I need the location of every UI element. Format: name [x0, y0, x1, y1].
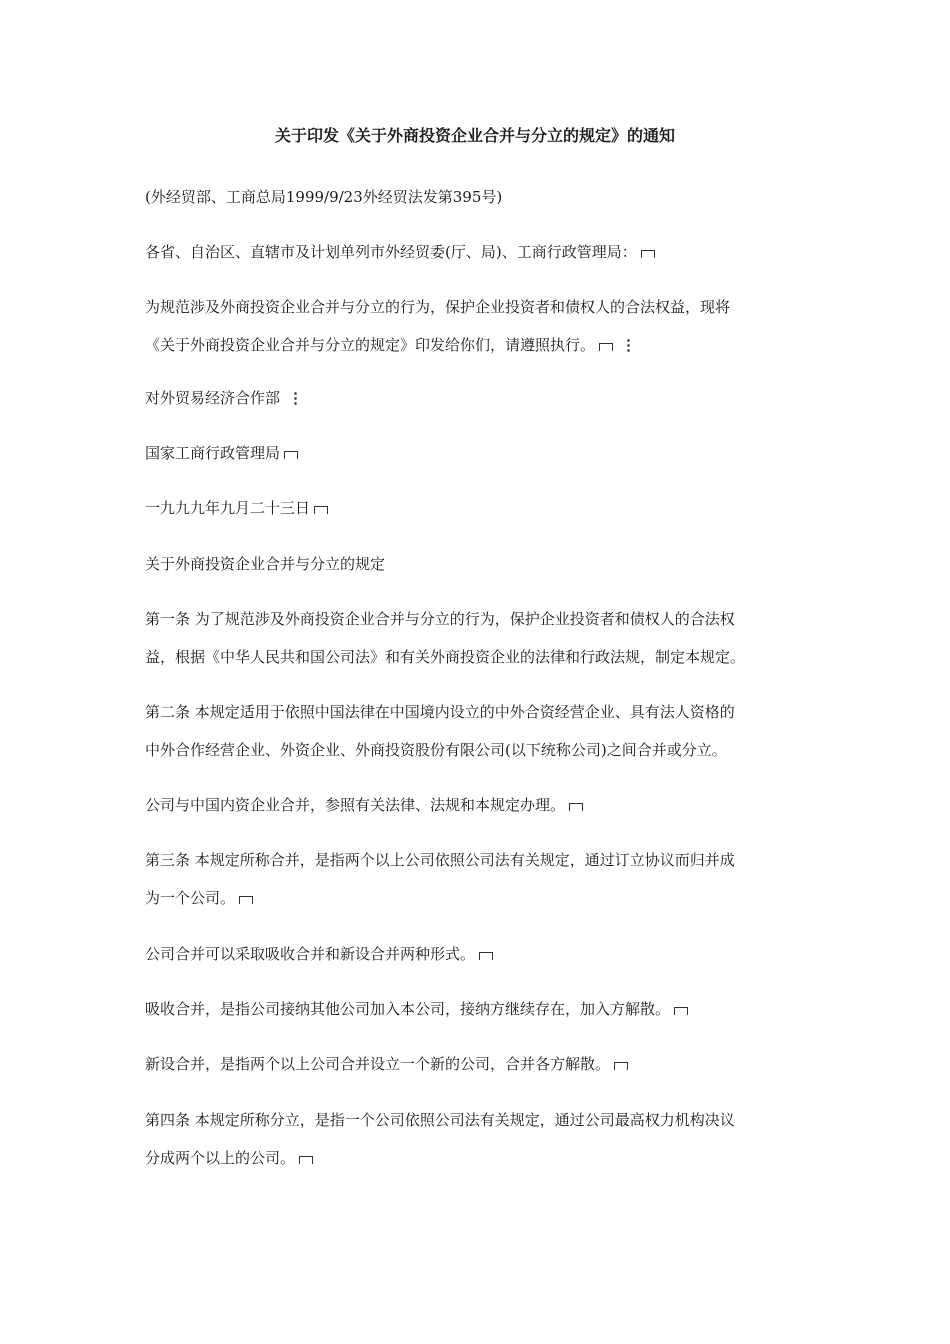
issuer-mofcom: 对外贸易经济合作部 ⋮	[145, 379, 810, 417]
paragraph-mark-icon	[614, 1062, 628, 1070]
paragraph-mark-icon	[284, 451, 298, 459]
article-3: 第三条 本规定所称合并，是指两个以上公司依照公司法有关规定，通过订立协议而归并成 为一个公司。	[145, 851, 735, 907]
article-3-new-merger: 新设合并，是指两个以上公司合并设立一个新的公司，合并各方解散。	[145, 1045, 810, 1083]
rule-title: 关于外商投资企业合并与分立的规定	[145, 555, 386, 573]
article-2: 第二条 本规定适用于依照中国法律在中国境内设立的中外合资经营企业、具有法人资格的 中外合作经营企业、外资企业、外商投资股份有限公司(以下统称公司)之间合并或分立。	[145, 703, 735, 759]
dotted-marker-icon: ⋮	[621, 336, 637, 354]
source-line: (外经贸部、工商总局1999/9/23外经贸法发第395号)	[145, 188, 503, 206]
article-4: 第四条 本规定所称分立，是指一个公司依照公司法有关规定，通过公司最高权力机构决议 分成两个以上的公司。	[145, 1111, 735, 1167]
document-title: 关于印发《关于外商投资企业合并与分立的规定》的通知	[274, 126, 675, 145]
paragraph-mark-icon	[314, 506, 328, 514]
paragraph-mark-icon	[599, 343, 613, 351]
article-1: 第一条 为了规范涉及外商投资企业合并与分立的行为，保护企业投资者和债权人的合法权 益，根据《中华人民共和国公司法》和有关外商投资企业的法律和行政法规，制定本规定。	[145, 610, 746, 666]
article-2-supplement: 公司与中国内资企业合并，参照有关法律、法规和本规定办理。	[145, 786, 810, 824]
paragraph-mark-icon	[299, 1156, 313, 1164]
paragraph-mark-icon	[479, 952, 493, 960]
intro-paragraph: 为规范涉及外商投资企业合并与分立的行为，保护企业投资者和债权人的合法权益，现将 《关于外商投资企业合并与分立的规定》印发给你们，请遵照执行。 ⋮	[145, 288, 810, 364]
article-3-forms: 公司合并可以采取吸收合并和新设合并两种形式。	[145, 935, 810, 973]
addressee: 各省、自治区、直辖市及计划单列市外经贸委(厅、局)、工商行政管理局：	[145, 233, 810, 271]
issuer-saic: 国家工商行政管理局	[145, 434, 810, 472]
issue-date: 一九九九年九月二十三日	[145, 489, 810, 527]
paragraph-mark-icon	[641, 250, 655, 258]
article-3-absorption: 吸收合并，是指公司接纳其他公司加入本公司，接纳方继续存在，加入方解散。	[145, 990, 810, 1028]
paragraph-mark-icon	[674, 1007, 688, 1015]
paragraph-mark-icon	[569, 803, 583, 811]
dotted-marker-icon: ⋮	[288, 389, 304, 407]
paragraph-mark-icon	[239, 896, 253, 904]
